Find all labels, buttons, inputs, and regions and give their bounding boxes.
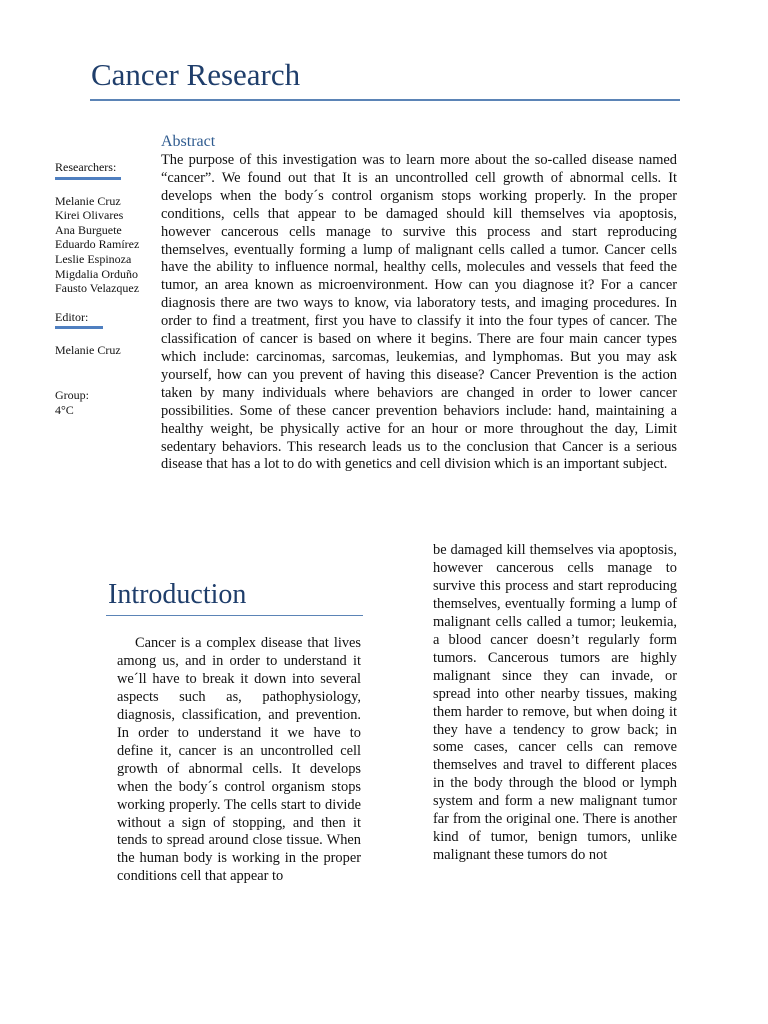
editor-name: Melanie Cruz <box>55 343 121 358</box>
researcher-name: Eduardo Ramírez <box>55 237 140 252</box>
researcher-name: Migdalia Orduño <box>55 266 138 281</box>
editor-underline <box>55 326 103 329</box>
editor-block <box>55 310 155 358</box>
researchers-label: Researchers: <box>55 160 117 174</box>
editor-label: Editor: <box>55 309 89 324</box>
introduction-left-column: Cancer is a complex disease that lives among us, and in order to understand it we´ll have to break it down into several aspects such as, pathophysiology, diagnosis, classification, and prevention. In order to understand it we have to define it, cancer is an uncontrolled cell growth of abnormal cells. It develops when the body´s control organism stops working properly. The cells start to divide without a sign of stopping, and then it tends to spread around close tissue. When the human body is working in the proper conditions cell that appear to <box>117 635 361 885</box>
researchers-list <box>55 194 155 296</box>
researcher-name: Leslie Espinoza <box>55 251 132 266</box>
introduction-right-column: be damaged kill themselves via apoptosis, however cancerous cells manage to survive this process and start reproducing themselves, eventually forming a lump of malignant cells called a tumor; leukemia, a blood cancer doesn’t regularly form tumors. Cancerous tumors are highly malignant since they can invade, or spread into other nearby tissues, making them harder to remove, but when doing it they have a tendency to grow back; in some cases, cancer cells can remove themselves and travel to different places in the body through the blood or lymph system and form a new malignant tumor far from the original one. There is another kind of tumor, benign tumors, unlike malignant these tumors do not <box>433 542 677 864</box>
introduction-underline <box>106 615 363 616</box>
researcher-name: Kirei Olivares <box>55 208 124 223</box>
title-underline <box>90 99 680 101</box>
abstract-text: The purpose of this investigation was to learn more about the so-called disease named “cancer”. We found out that It is an uncontrolled cell growth of abnormal cells. It develops when the body´s control organism stops working properly. In the proper conditions, cells that appear to be damaged should kill themselves via apoptosis, however cancerous cells manage to survive this process and start reproducing themselves, eventually forming a lump of malignant cells called a tumor. Cancer cells have the ability to influence normal, healthy cells, molecules and vessels that feed the tumor, an area known as microenvironment. How can you diagnose it? For a cancer diagnosis there are two ways to know, via laboratory tests, and imaging procedures. In order to find a treatment, first you have to classify it into the four types of cancer. The classification of cancer is based on where it begins. There are four main cancer types which include: carcinomas, sarcomas, leukemias, and lymphomas. But you may ask yourself, how can you prevent of having this disease? Cancer Prevention is the action taken by many individuals where behaviors are changed in order to lower cancer possibilities. Some of these cancer prevention behaviors include: hand, maintaining a healthy weight, be physically active for an hour or more throughout the day, Limit sedentary behaviors. This research leads us to the conclusion that Cancer is a serious disease that has a lot to do with genetics and cell division which is an important subject. <box>161 152 677 473</box>
abstract-heading: Abstract <box>161 133 216 150</box>
sidebar <box>55 160 155 417</box>
introduction-heading: Introduction <box>108 579 247 610</box>
group-block <box>55 388 155 417</box>
group-label: Group: <box>55 387 89 402</box>
document-title: Cancer Research <box>91 57 301 92</box>
researcher-name: Fausto Velazquez <box>55 281 140 296</box>
researcher-name: Melanie Cruz <box>55 193 121 208</box>
researchers-underline <box>55 177 121 180</box>
researcher-name: Ana Burguete <box>55 222 122 237</box>
group-value: 4°C <box>55 402 74 417</box>
